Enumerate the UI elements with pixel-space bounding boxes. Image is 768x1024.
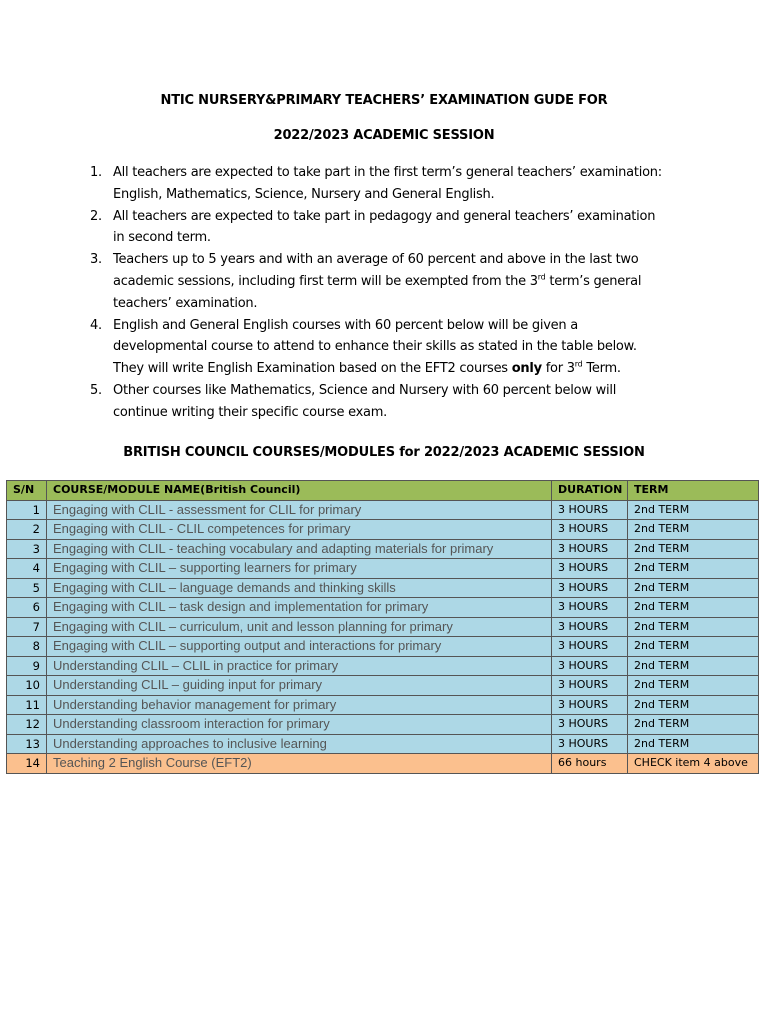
table-row — [7, 500, 759, 520]
rule-text-part: Term. — [582, 361, 621, 377]
table-row — [7, 617, 759, 637]
table-header-row — [7, 481, 759, 501]
ordinal-suffix: rd — [537, 272, 546, 282]
cell-course: Engaging with CLIL - CLIL competences for primary — [47, 520, 552, 540]
header-term: TERM — [628, 481, 759, 501]
rule-text: Other courses like Mathematics, Science and Nursery with 60 percent below will continue writing their specific course exam. — [113, 382, 617, 420]
table-row — [7, 598, 759, 618]
rule-number: 2. — [90, 208, 102, 224]
cell-term: 2nd TERM — [628, 695, 759, 715]
rule-number: 4. — [90, 317, 102, 333]
header-sn: S/N — [7, 481, 47, 501]
cell-duration: 3 HOURS — [552, 695, 628, 715]
table-row — [7, 578, 759, 598]
header-duration: DURATION — [552, 481, 628, 501]
rule-text: All teachers are expected to take part in the first term’s general teachers’ examination: English, Mathematics, Science, Nursery and General English. — [113, 165, 662, 202]
cell-course: Engaging with CLIL - teaching vocabulary and adapting materials for primary — [47, 539, 552, 559]
cell-sn: 13 — [7, 734, 47, 754]
cell-course: Understanding approaches to inclusive learning — [47, 734, 552, 754]
rule-number: 1. — [90, 165, 102, 180]
table-row — [7, 754, 759, 774]
table-row — [7, 637, 759, 657]
rule-item — [90, 249, 670, 314]
cell-duration: 3 HOURS — [552, 598, 628, 618]
cell-term: 2nd TERM — [628, 676, 759, 696]
cell-duration: 3 HOURS — [552, 559, 628, 579]
cell-term: 2nd TERM — [628, 715, 759, 735]
rules-list — [90, 162, 670, 424]
cell-duration: 3 HOURS — [552, 539, 628, 559]
cell-course: Teaching 2 English Course (EFT2) — [47, 754, 552, 774]
table-body — [7, 500, 759, 773]
table-row — [7, 559, 759, 579]
rule-text-part: term’s general teachers’ examination. — [113, 273, 642, 311]
cell-course: Understanding CLIL – CLIL in practice for primary — [47, 656, 552, 676]
table-row — [7, 695, 759, 715]
cell-sn: 8 — [7, 637, 47, 657]
cell-term: 2nd TERM — [628, 617, 759, 637]
ordinal-suffix: rd — [574, 359, 583, 369]
rule-item — [90, 380, 670, 424]
cell-course: Engaging with CLIL - assessment for CLIL for primary — [47, 500, 552, 520]
table-row — [7, 520, 759, 540]
cell-sn: 2 — [7, 520, 47, 540]
cell-sn: 7 — [7, 617, 47, 637]
table-title: BRITISH COUNCIL COURSES/MODULES for 2022/2023 ACADEMIC SESSION — [123, 445, 645, 460]
cell-course: Understanding behavior management for primary — [47, 695, 552, 715]
rule-text: All teachers are expected to take part in pedagogy and general teachers’ examination in second term. — [113, 208, 656, 246]
cell-sn: 12 — [7, 715, 47, 735]
cell-duration: 3 HOURS — [552, 715, 628, 735]
cell-sn: 4 — [7, 559, 47, 579]
cell-course: Engaging with CLIL – language demands and thinking skills — [47, 578, 552, 598]
cell-term: 2nd TERM — [628, 656, 759, 676]
rule-item — [90, 206, 670, 250]
cell-term: 2nd TERM — [628, 539, 759, 559]
cell-duration: 3 HOURS — [552, 676, 628, 696]
table-row — [7, 656, 759, 676]
cell-sn: 1 — [7, 500, 47, 520]
cell-duration: 3 HOURS — [552, 617, 628, 637]
cell-duration: 3 HOURS — [552, 734, 628, 754]
document-title-line1: NTIC NURSERY&PRIMARY TEACHERS’ EXAMINATION GUDE FOR — [160, 93, 608, 108]
cell-term: 2nd TERM — [628, 500, 759, 520]
cell-course: Engaging with CLIL – task design and implementation for primary — [47, 598, 552, 618]
rule-text — [113, 318, 637, 377]
rule-text-part: English and General English courses with 60 percent below will be given a developmental course to attend to enhance their skills as stated in the table below. They will write English Examination based on the EFT2 courses — [113, 317, 637, 377]
cell-duration: 3 HOURS — [552, 637, 628, 657]
document-title-line2: 2022/2023 ACADEMIC SESSION — [273, 128, 495, 143]
rule-emphasis: only — [511, 361, 542, 377]
cell-course: Engaging with CLIL – supporting learners for primary — [47, 559, 552, 579]
table-row — [7, 676, 759, 696]
table-row — [7, 539, 759, 559]
cell-sn: 3 — [7, 539, 47, 559]
cell-sn: 14 — [7, 754, 47, 774]
cell-term: 2nd TERM — [628, 578, 759, 598]
cell-sn: 10 — [7, 676, 47, 696]
rule-item — [90, 315, 670, 380]
table-row — [7, 715, 759, 735]
cell-sn: 9 — [7, 656, 47, 676]
table-row — [7, 734, 759, 754]
cell-duration: 3 HOURS — [552, 520, 628, 540]
rule-number: 3. — [90, 252, 102, 268]
cell-sn: 11 — [7, 695, 47, 715]
cell-duration: 3 HOURS — [552, 578, 628, 598]
cell-term: 2nd TERM — [628, 598, 759, 618]
cell-course: Understanding classroom interaction for primary — [47, 715, 552, 735]
cell-sn: 6 — [7, 598, 47, 618]
rule-text — [113, 252, 641, 311]
cell-term: 2nd TERM — [628, 559, 759, 579]
cell-term: CHECK item 4 above — [628, 754, 759, 774]
cell-sn: 5 — [7, 578, 47, 598]
cell-course: Engaging with CLIL – supporting output and interactions for primary — [47, 637, 552, 657]
cell-course: Understanding CLIL – guiding input for primary — [47, 676, 552, 696]
rule-text-part: for 3 — [541, 361, 575, 377]
cell-term: 2nd TERM — [628, 734, 759, 754]
cell-duration: 3 HOURS — [552, 656, 628, 676]
cell-term: 2nd TERM — [628, 637, 759, 657]
cell-course: Engaging with CLIL – curriculum, unit and lesson planning for primary — [47, 617, 552, 637]
cell-term: 2nd TERM — [628, 520, 759, 540]
rule-number: 5. — [90, 382, 102, 398]
courses-table — [6, 480, 759, 774]
cell-duration: 3 HOURS — [552, 500, 628, 520]
cell-duration: 66 hours — [552, 754, 628, 774]
rule-item — [90, 162, 670, 206]
header-course: COURSE/MODULE NAME(British Council) — [47, 481, 552, 501]
rule-text-part: Teachers up to 5 years and with an average of 60 percent and above in the last two academic sessions, including first term will be exempted from the 3 — [113, 252, 639, 289]
